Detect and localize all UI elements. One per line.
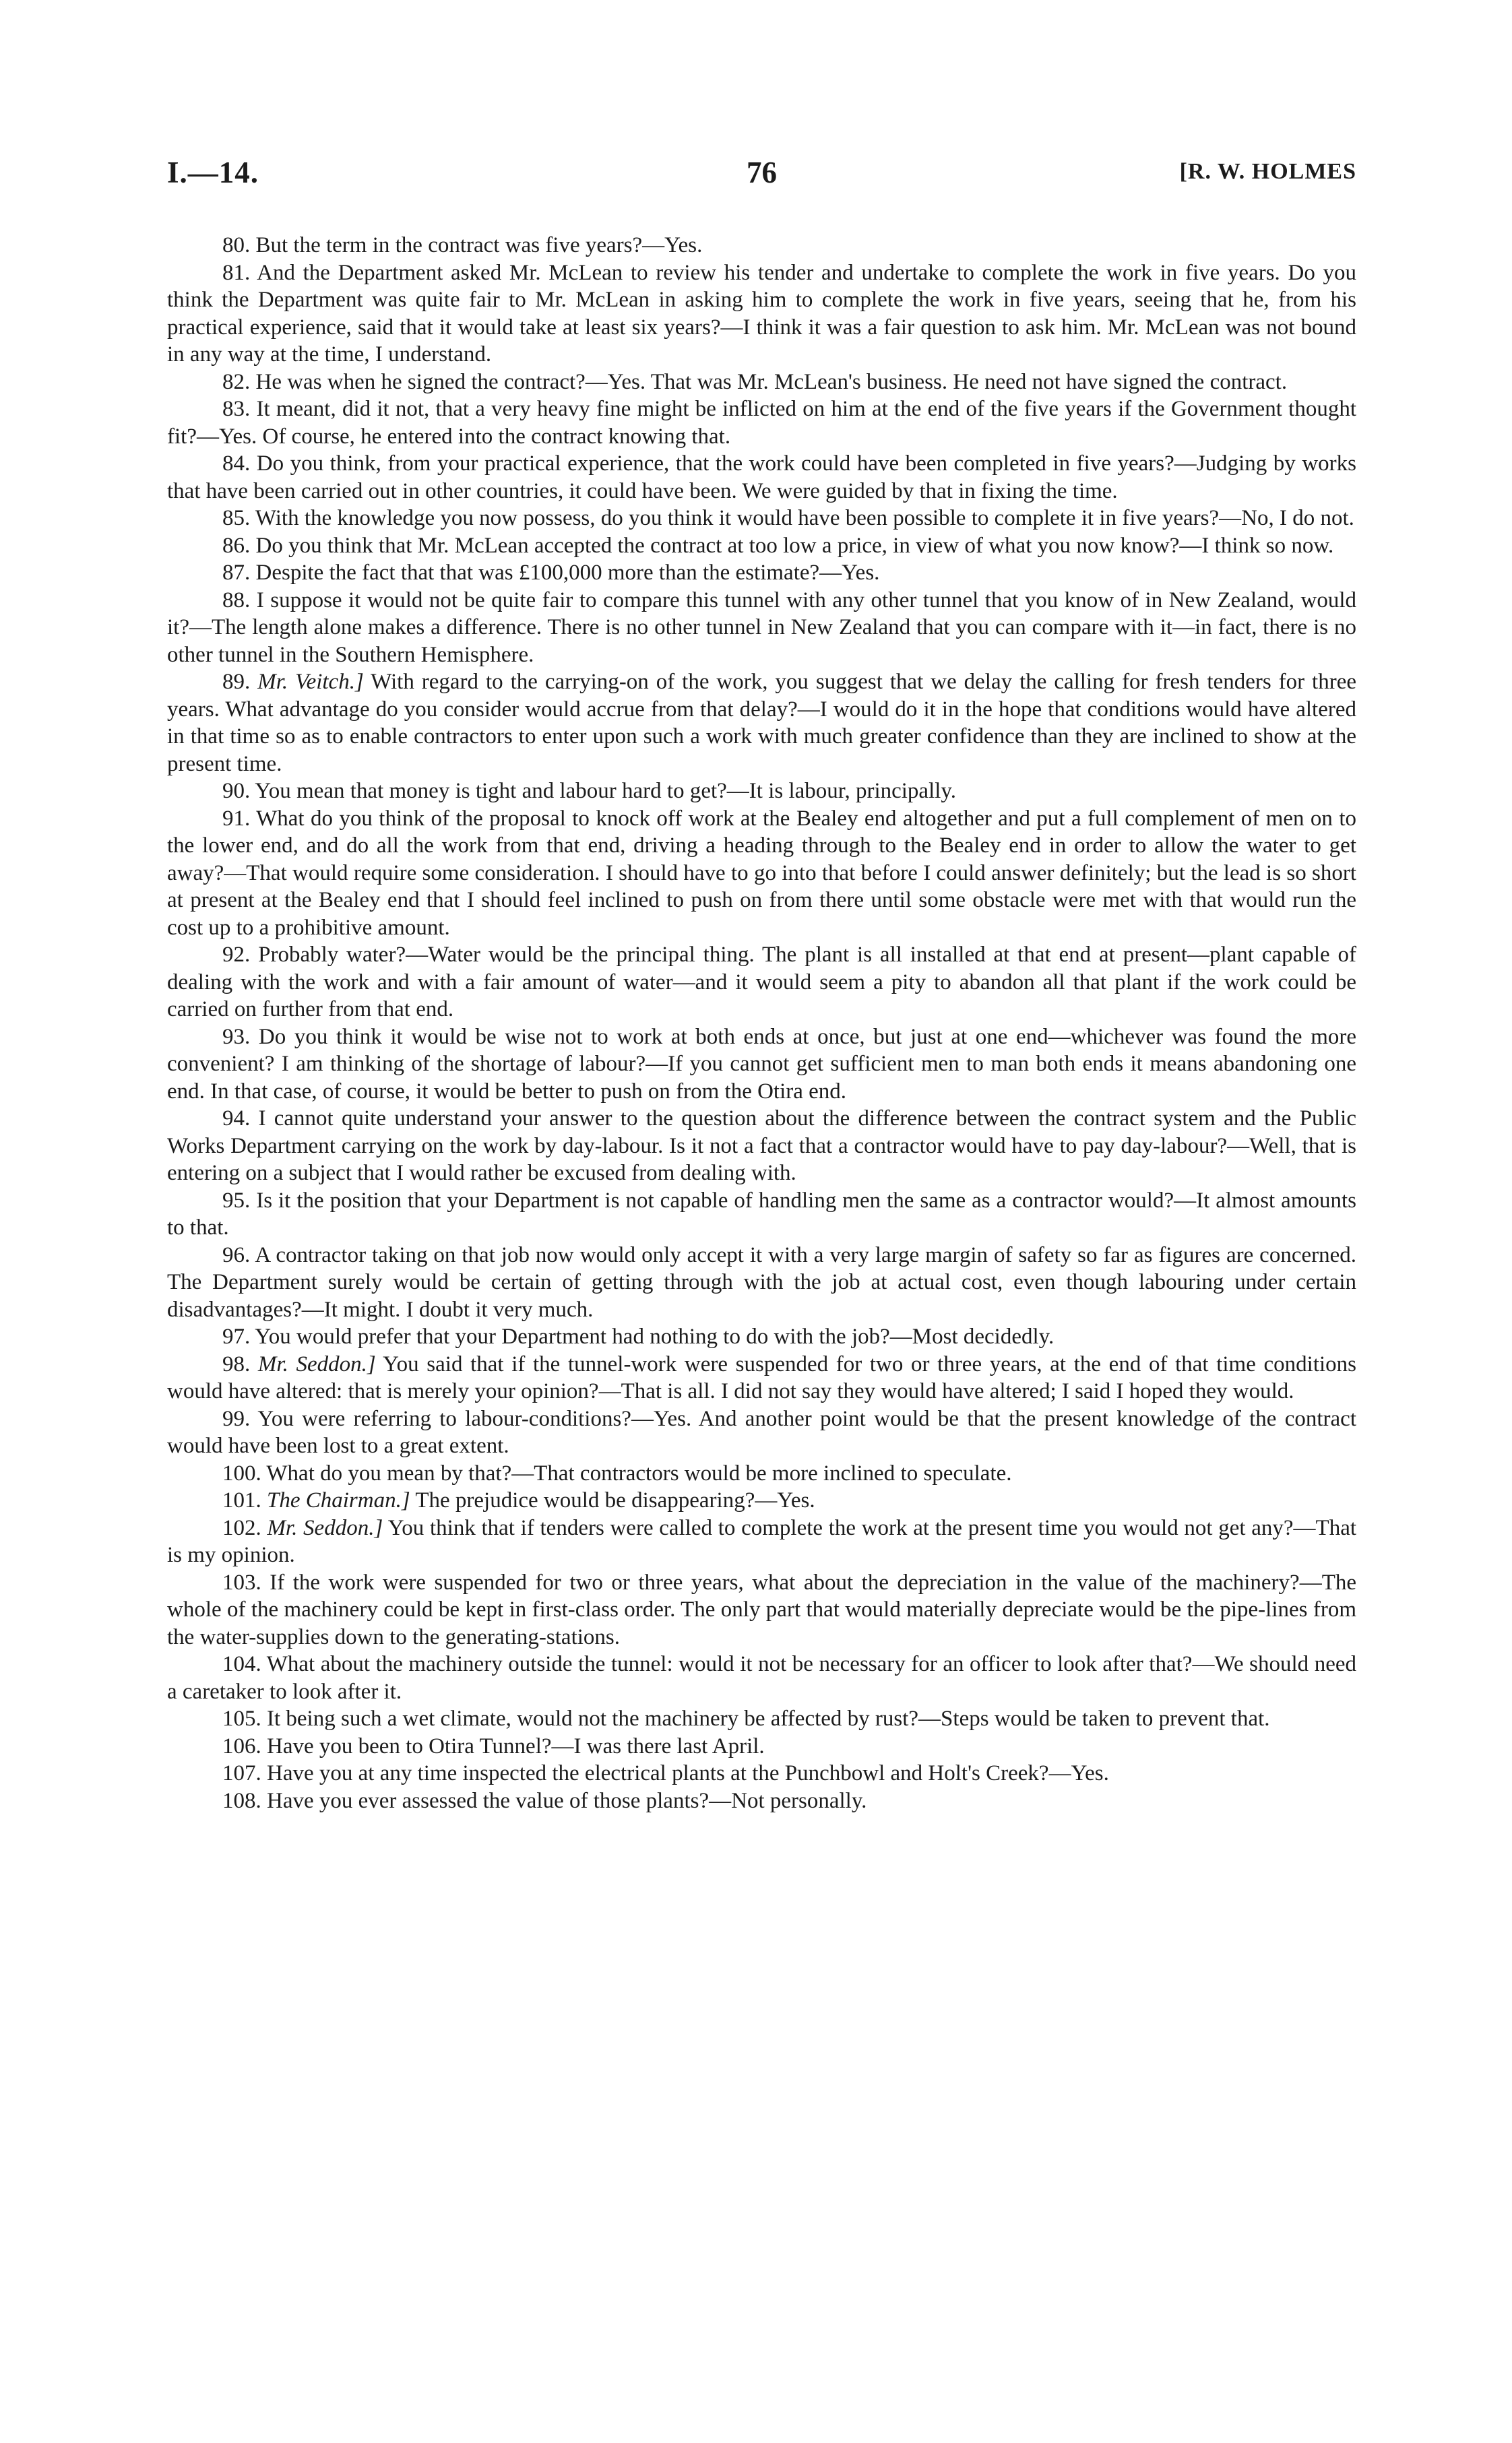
evidence-paragraph bbox=[167, 1651, 1356, 1705]
question-answer-text: With the knowledge you now possess, do you think it would have been possible to complete it in five years?—No, I do not. bbox=[255, 506, 1354, 530]
evidence-paragraph bbox=[167, 1405, 1356, 1460]
question-number: 90. bbox=[222, 779, 251, 803]
question-answer-text: Do you think, from your practical experience, that the work could have been completed in five years?—Judging by works that have been carried out in other countries, it could have been. We were guided by that in fixing the time. bbox=[167, 451, 1356, 503]
evidence-paragraph bbox=[167, 1023, 1356, 1106]
question-number: 102. bbox=[222, 1515, 261, 1540]
question-answer-text: Have you been to Otira Tunnel?—I was there last April. bbox=[267, 1734, 765, 1758]
evidence-paragraph bbox=[167, 1323, 1356, 1351]
question-answer-text: With regard to the carrying-on of the work, you suggest that we delay the calling for fresh tenders for three years. What advantage do you consider would accrue from that delay?—I would do it in the hope that conditions would have altered in that time so as to enable contractors to enter upon such a work with much greater confidence than they are inclined to show at the present time. bbox=[167, 670, 1357, 776]
page-number: 76 bbox=[747, 156, 777, 189]
question-number: 108. bbox=[222, 1788, 261, 1813]
witness-name: [R. W. HOLMES bbox=[1179, 159, 1356, 184]
question-answer-text: He was when he signed the contract?—Yes. That was Mr. McLean's business. He need not have signed the contract. bbox=[255, 369, 1288, 394]
question-number: 100. bbox=[222, 1461, 261, 1486]
question-answer-text: You think that if tenders were called to complete the work at the present time you would not get any?—That is my opinion. bbox=[167, 1515, 1357, 1567]
evidence-paragraph bbox=[167, 532, 1356, 560]
evidence-paragraph bbox=[167, 1187, 1356, 1242]
evidence-paragraph bbox=[167, 1242, 1356, 1324]
question-answer-text: I suppose it would not be quite fair to compare this tunnel with any other tunnel that you know of in New Zealand, would it?—The length alone makes a difference. There is no other tunnel in New Zealand that you can compare with it—in fact, there is no other tunnel in the Southern Hemisphere. bbox=[167, 588, 1357, 667]
evidence-paragraph bbox=[167, 259, 1356, 369]
question-number: 98. bbox=[222, 1352, 251, 1376]
evidence-paragraph bbox=[167, 668, 1356, 778]
question-number: 91. bbox=[222, 806, 251, 831]
question-number: 92. bbox=[222, 943, 251, 967]
question-answer-text: And the Department asked Mr. McLean to review his tender and undertake to complete the work in five years. Do you think the Department was quite fair to Mr. McLean in asking him to complete the work in five years, seeing that he, from his practical experience, said that it would take at least six years?—I think it was a fair question to ask him. Mr. McLean was not bound in any way at the time, I understand. bbox=[167, 260, 1356, 367]
question-answer-text: Despite the fact that that was £100,000 more than the estimate?—Yes. bbox=[255, 561, 880, 585]
evidence-body bbox=[167, 232, 1356, 1814]
question-number: 94. bbox=[222, 1106, 251, 1131]
evidence-paragraph bbox=[167, 1105, 1356, 1187]
question-number: 87. bbox=[222, 561, 251, 585]
question-number: 106. bbox=[222, 1734, 261, 1758]
evidence-paragraph bbox=[167, 369, 1356, 396]
evidence-paragraph bbox=[167, 1705, 1356, 1733]
evidence-paragraph bbox=[167, 395, 1356, 450]
evidence-paragraph bbox=[167, 778, 1356, 805]
paper-reference: I.—14. bbox=[167, 156, 259, 189]
question-answer-text: It being such a wet climate, would not the machinery be affected by rust?—Steps would be taken to prevent that. bbox=[267, 1707, 1270, 1731]
evidence-paragraph bbox=[167, 505, 1356, 532]
question-number: 89. bbox=[222, 670, 251, 694]
question-answer-text: What do you mean by that?—That contractors would be more inclined to speculate. bbox=[266, 1461, 1012, 1486]
question-number: 88. bbox=[222, 588, 251, 612]
question-answer-text: Is it the position that your Department is not capable of handling men the same as a contractor would?—It almost amounts to that. bbox=[167, 1188, 1356, 1240]
evidence-paragraph bbox=[167, 1460, 1356, 1488]
speaker-name: Mr. Seddon.] bbox=[257, 1352, 376, 1376]
question-number: 95. bbox=[222, 1188, 251, 1213]
evidence-paragraph bbox=[167, 450, 1356, 505]
question-answer-text: Have you at any time inspected the electrical plants at the Punchbowl and Holt's Creek?—Yes. bbox=[267, 1761, 1109, 1785]
question-answer-text: Probably water?—Water would be the principal thing. The plant is all installed at that end at present—plant capable of dealing with the work and with a fair amount of water—and it would seem a pity to abandon all that plant if the work could be carried on further from that end. bbox=[167, 943, 1356, 1021]
question-number: 99. bbox=[222, 1406, 251, 1431]
question-answer-text: The prejudice would be disappearing?—Yes. bbox=[415, 1488, 815, 1513]
question-number: 82. bbox=[222, 369, 251, 394]
evidence-paragraph bbox=[167, 1569, 1356, 1651]
question-number: 101. bbox=[222, 1488, 261, 1513]
question-number: 85. bbox=[222, 506, 251, 530]
question-number: 96. bbox=[222, 1242, 251, 1267]
question-number: 97. bbox=[222, 1325, 251, 1349]
question-answer-text: Do you think that Mr. McLean accepted the contract at too low a price, in view of what you now know?—I think so now. bbox=[255, 533, 1334, 558]
question-answer-text: What about the machinery outside the tunnel: would it not be necessary for an officer to look after that?—We should need a caretaker to look after it. bbox=[167, 1652, 1356, 1704]
evidence-paragraph bbox=[167, 1760, 1356, 1787]
question-answer-text: It meant, did it not, that a very heavy fine might be inflicted on him at the end of the five years if the Government thought fit?—Yes. Of course, he entered into the contract knowing that. bbox=[167, 397, 1356, 449]
evidence-paragraph bbox=[167, 941, 1356, 1023]
speaker-name: Mr. Veitch.] bbox=[257, 670, 364, 694]
question-number: 80. bbox=[222, 233, 251, 257]
question-answer-text: I cannot quite understand your answer to the question about the difference between the contract system and the Public Works Department carrying on the work by day-labour. Is it not a fact that a contractor would have to pay day-labour?—Well, that is entering on a subject that I would rather be excused from dealing with. bbox=[167, 1106, 1356, 1185]
question-number: 81. bbox=[222, 260, 251, 285]
evidence-paragraph bbox=[167, 587, 1356, 669]
evidence-paragraph bbox=[167, 1733, 1356, 1760]
question-answer-text: Do you think it would be wise not to work at both ends at once, but just at one end—whichever was found the more convenient? I am thinking of the shortage of labour?—If you cannot get sufficient men to man both ends it means abandoning one end. In that case, of course, it would be better to push on from the Otira end. bbox=[167, 1024, 1357, 1104]
page-header bbox=[167, 155, 1356, 198]
evidence-paragraph bbox=[167, 805, 1356, 942]
evidence-paragraph bbox=[167, 1487, 1356, 1515]
question-number: 103. bbox=[222, 1570, 261, 1595]
question-number: 86. bbox=[222, 533, 251, 558]
question-answer-text: But the term in the contract was five years?—Yes. bbox=[255, 233, 703, 257]
question-number: 104. bbox=[222, 1652, 261, 1676]
evidence-paragraph bbox=[167, 1787, 1356, 1815]
speaker-name: The Chairman.] bbox=[267, 1488, 410, 1513]
evidence-paragraph bbox=[167, 1351, 1356, 1405]
question-answer-text: Have you ever assessed the value of those plants?—Not personally. bbox=[267, 1788, 867, 1813]
question-answer-text: If the work were suspended for two or three years, what about the depreciation in the value of the machinery?—The whole of the machinery could be kept in first-class order. The only part that would materially depreciate would be the pipe-lines from the water-supplies down to the generating-stations. bbox=[167, 1570, 1356, 1649]
question-number: 105. bbox=[222, 1707, 261, 1731]
question-number: 107. bbox=[222, 1761, 261, 1785]
question-answer-text: A contractor taking on that job now would only accept it with a very large margin of safety so far as figures are concerned. The Department surely would be certain of getting through with the job at actual cost, even though labouring under certain disadvantages?—It might. I doubt it very much. bbox=[167, 1242, 1357, 1322]
speaker-name: Mr. Seddon.] bbox=[267, 1515, 383, 1540]
document-page bbox=[167, 155, 1356, 1814]
question-answer-text: You mean that money is tight and labour hard to get?—It is labour, principally. bbox=[255, 779, 957, 803]
question-answer-text: You were referring to labour-conditions?—Yes. And another point would be that the present knowledge of the contract would have been lost to a great extent. bbox=[167, 1406, 1356, 1458]
question-number: 93. bbox=[222, 1024, 251, 1049]
question-number: 83. bbox=[222, 397, 251, 421]
question-number: 84. bbox=[222, 451, 251, 476]
question-answer-text: You said that if the tunnel-work were suspended for two or three years, at the end of that time conditions would have altered: that is merely your opinion?—That is all. I did not say they would have altered; I said I hoped they would. bbox=[167, 1352, 1356, 1403]
evidence-paragraph bbox=[167, 1515, 1356, 1569]
evidence-paragraph bbox=[167, 559, 1356, 587]
question-answer-text: What do you think of the proposal to knock off work at the Bealey end altogether and put a full complement of men on to the lower end, and do all the work from that end, driving a heading through to the Bealey end in order to allow the water to get away?—That would require some consideration. I should have to go into that before I could answer definitely; but the lead is so short at present at the Bealey end that I should feel inclined to push on from there until some obstacle were met with that would run the cost up to a prohibitive amount. bbox=[167, 806, 1357, 940]
evidence-paragraph bbox=[167, 232, 1356, 259]
question-answer-text: You would prefer that your Department had nothing to do with the job?—Most decidedly. bbox=[255, 1325, 1054, 1349]
